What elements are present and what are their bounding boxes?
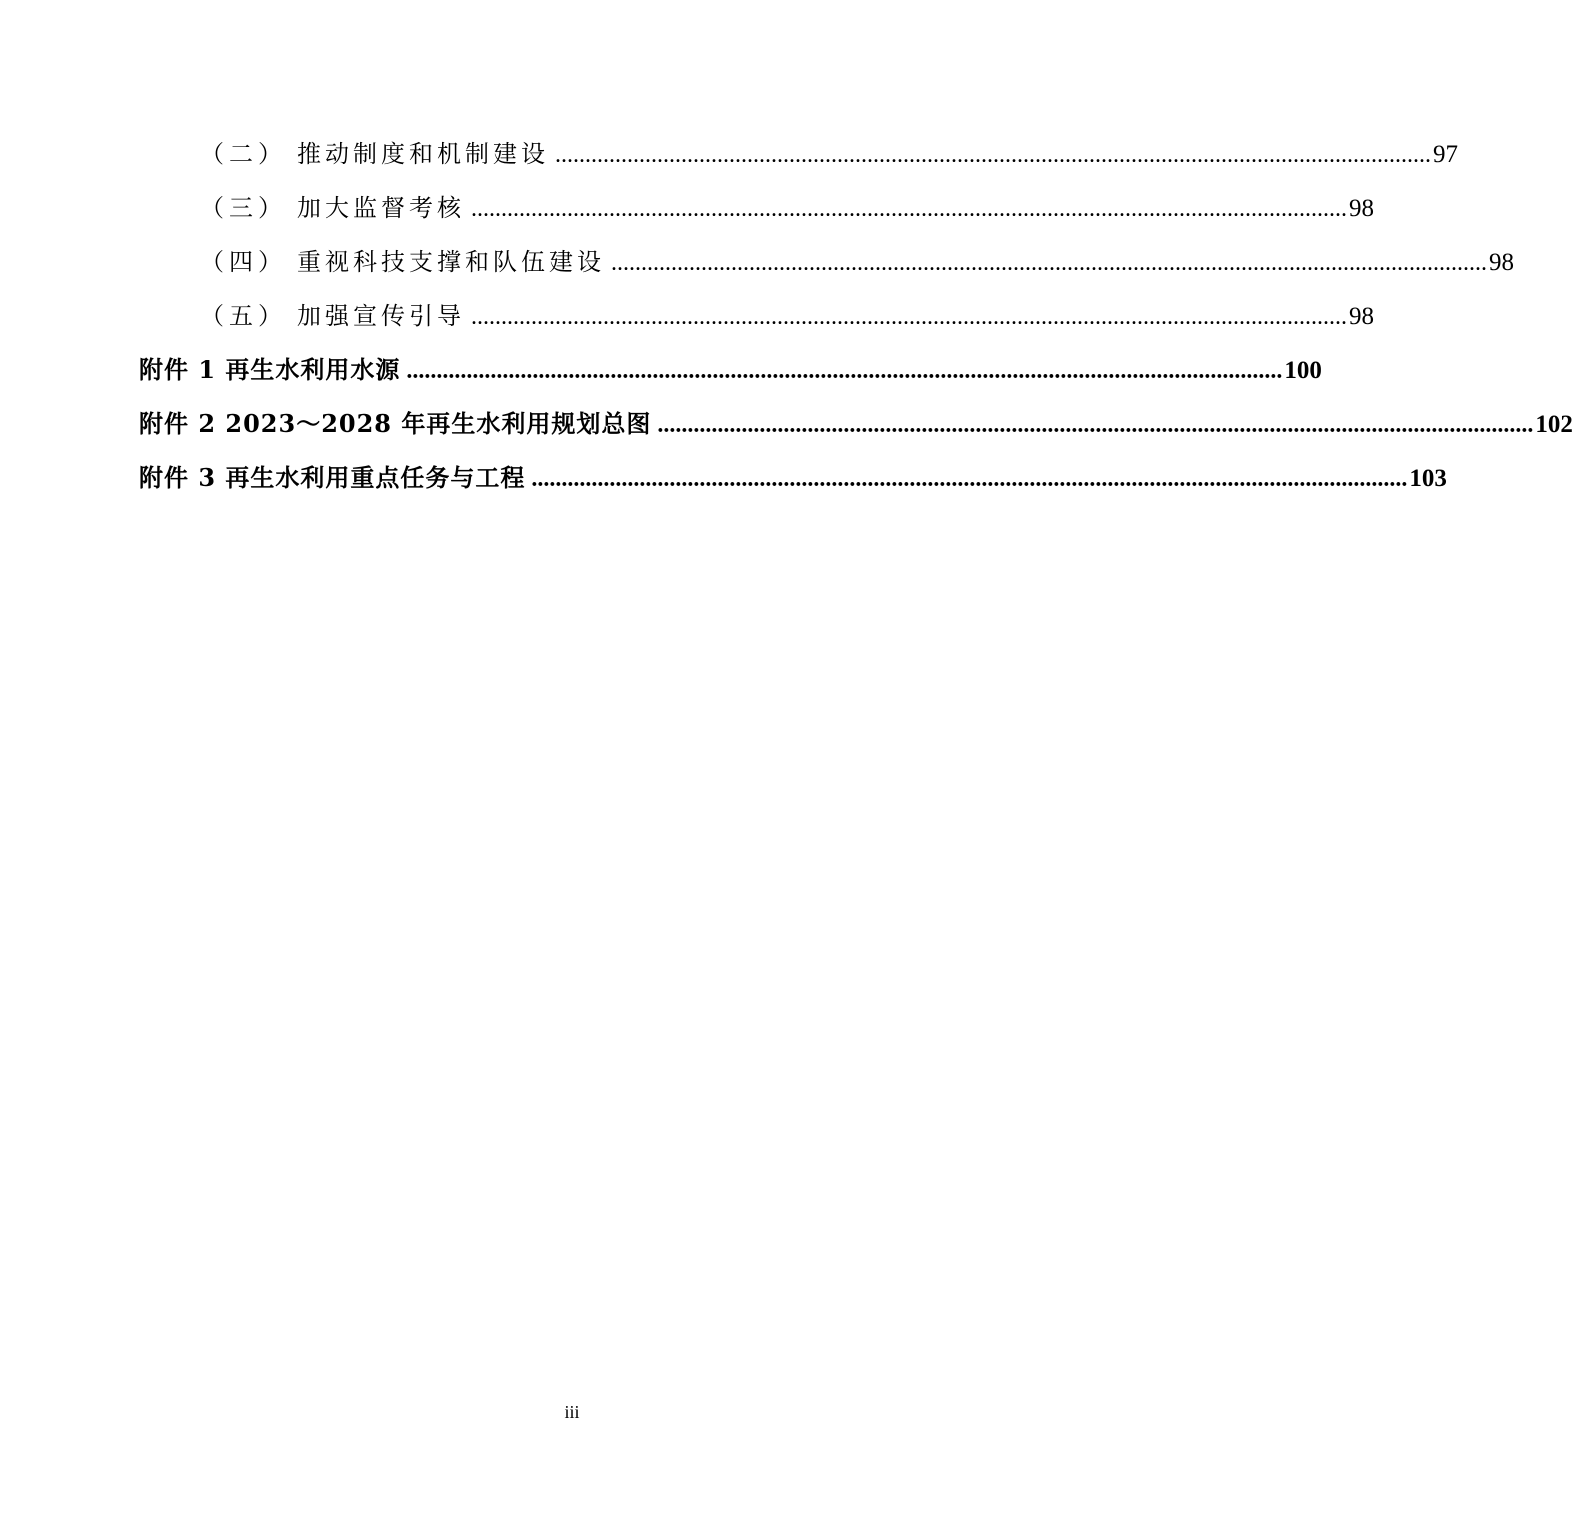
toc-entry-page: 98	[1489, 249, 1514, 276]
toc-entry-page: 97	[1433, 141, 1458, 168]
toc-leader-dots: ..................................................................................................................................................	[611, 250, 1487, 276]
toc-entry-title: 附件 1 再生水利用水源	[139, 355, 401, 384]
toc-entry-title: 附件 2 2023～2028 年再生水利用规划总图	[139, 409, 652, 438]
toc-entry-title: 加强宣传引导	[297, 302, 465, 330]
toc-entry-appendix[interactable]	[139, 458, 1447, 498]
toc-entry-number: （五）	[200, 302, 287, 330]
toc-entry-title: 附件 3 再生水利用重点任务与工程	[139, 463, 526, 492]
toc-entry-number: （三）	[200, 194, 287, 222]
toc-entry-number: （四）	[200, 248, 287, 276]
toc-leader-dots: ..................................................................................................................................................	[531, 466, 1408, 492]
toc-entry-page: 98	[1349, 195, 1374, 222]
toc-entry-title: 推动制度和机制建设	[297, 140, 549, 168]
toc-entry-title: 重视科技支撑和队伍建设	[297, 248, 605, 276]
toc-entry[interactable]	[200, 296, 1374, 336]
toc-entry-number: （二）	[200, 140, 287, 168]
toc-leader-dots: ..................................................................................................................................................	[657, 412, 1534, 438]
toc-entry-title: 加大监督考核	[297, 194, 465, 222]
toc-leader-dots: ..................................................................................................................................................	[471, 304, 1347, 330]
toc-entry-page: 102	[1535, 411, 1573, 438]
toc-entry[interactable]	[200, 188, 1374, 228]
toc-entry-page: 98	[1349, 303, 1374, 330]
page-number: iii	[564, 1402, 580, 1422]
toc-entry-page: 103	[1409, 465, 1447, 492]
toc-entry-appendix[interactable]	[139, 350, 1322, 390]
toc-entry[interactable]	[200, 134, 1458, 174]
toc-entry-appendix[interactable]	[139, 404, 1573, 444]
toc-leader-dots: ..................................................................................................................................................	[406, 358, 1283, 384]
toc-leader-dots: ..................................................................................................................................................	[471, 196, 1347, 222]
toc-entry[interactable]	[200, 242, 1514, 282]
toc-entry-page: 100	[1284, 357, 1322, 384]
toc-leader-dots: ..................................................................................................................................................	[555, 142, 1431, 168]
